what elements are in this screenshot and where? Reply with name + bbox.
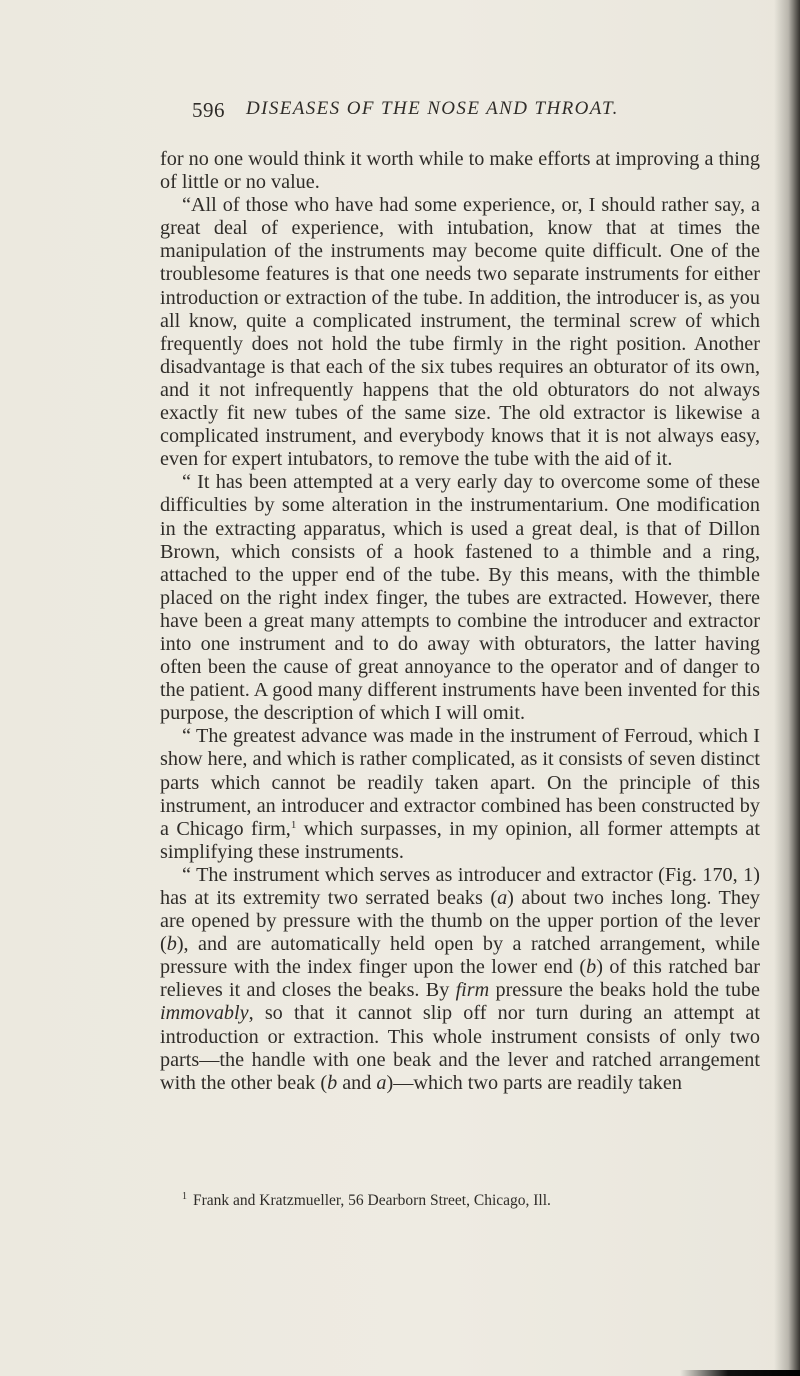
desc-letter-a-2: a [376,1071,387,1094]
bottom-edge-mark [680,1370,800,1376]
desc-text-1: “ The instrument which serves as introducer and extractor (Fig. 170, 1) has at its extremity two serrated beaks ( [160,863,760,909]
desc-text-5: pressure the beaks hold the tube [489,979,761,1002]
footnote [182,1192,742,1210]
paragraph-instrument-description [160,864,760,1095]
body-text [160,148,760,1095]
desc-text-7: )—which two parts are readily taken [386,1071,682,1094]
desc-letter-a: a [497,887,508,909]
ferroud-text-1: “ The greatest advance was made in the instrument of Ferroud, which I show here, and which is rather complicated, as it consists of seven distinct parts which cannot be readily taken apart. On the principle of this instrument, an introducer and extractor combined has been constructed by a Chicago firm, [160,725,760,840]
ferroud-text-2: which surpasses, in my opinion, all former attempts at simplifying these instruments. [160,817,760,863]
paragraph-ferroud [160,725,760,864]
desc-letter-b: b [166,933,177,956]
paragraph-continuation: for no one would think it worth while to make efforts at improving a thing of little or no value. [160,148,760,194]
paragraph-dillon-brown: “ It has been attempted at a very early day to overcome some of these difficulties by some alteration in the instrumentarium. One modification in the extracting apparatus, which is used a great deal, is that of Dillon Brown, which consists of a hook fastened to a thimble and a ring, attached to the upper end of the tube. By this means, with the thimble placed on the right index finger, the tubes are extracted. However, there have been a great many attempts to combine the introducer and extractor into one instrument and to do away with obturators, the latter having often been the cause of great annoyance to the operator and of danger to the patient. A good many different instruments have been invented for this purpose, the description of which I will omit. [160,471,760,725]
running-title: DISEASES OF THE NOSE AND THROAT. [246,98,619,119]
desc-text-6: , so that it cannot slip off nor turn during an attempt at introduction or extraction. This whole instrument consists of only two parts—the handle with one beak and the lever and ratched arrangement with the other beak ( [160,1002,760,1094]
footnote-text: Frank and Kratzmueller, 56 Dearborn Street, Chicago, Ill. [193,1192,551,1209]
footnote-mark: 1 [182,1191,187,1202]
desc-italic-immovably: immovably [160,1002,249,1025]
desc-letter-b-3: b [327,1071,338,1094]
page-edge-shadow [774,0,800,1376]
page-number: 596 [192,98,225,122]
running-head [192,98,752,128]
desc-text-4: ) of this ratched bar relieves it and closes the beaks. By [160,956,760,1002]
desc-letter-b-2: b [586,956,597,979]
paragraph-intubation-difficulties: “All of those who have had some experience, or, I should rather say, a great deal of experience, with intubation, know that at times the manipulation of the instruments may become quite difficult. One of the troublesome features is that one needs two separate instruments for either introduction or extraction of the tube. In addition, the introducer is, as you all know, quite a complicated instrument, the terminal screw of which frequently does not hold the tube firmly in the right position. Another disadvantage is that each of the six tubes requires an obturator of its own, and it not infrequently happens that the old obturators do not always exactly fit new tubes of the same size. The old extractor is likewise a complicated instrument, and everybody knows that it is not always easy, even for expert intubators, to remove the tube with the aid of it. [160,194,760,471]
desc-text-and: and [337,1071,377,1094]
desc-text-2: ) about two inches long. They are opened by pressure with the thumb on the upper portion of the lever ( [160,887,761,956]
desc-text-3: ), and are automatically held open by a ratched arrangement, while pressure with the index finger upon the lower end ( [160,933,760,979]
desc-italic-firm: firm [455,979,490,1002]
footnote-reference: 1 [290,818,297,831]
